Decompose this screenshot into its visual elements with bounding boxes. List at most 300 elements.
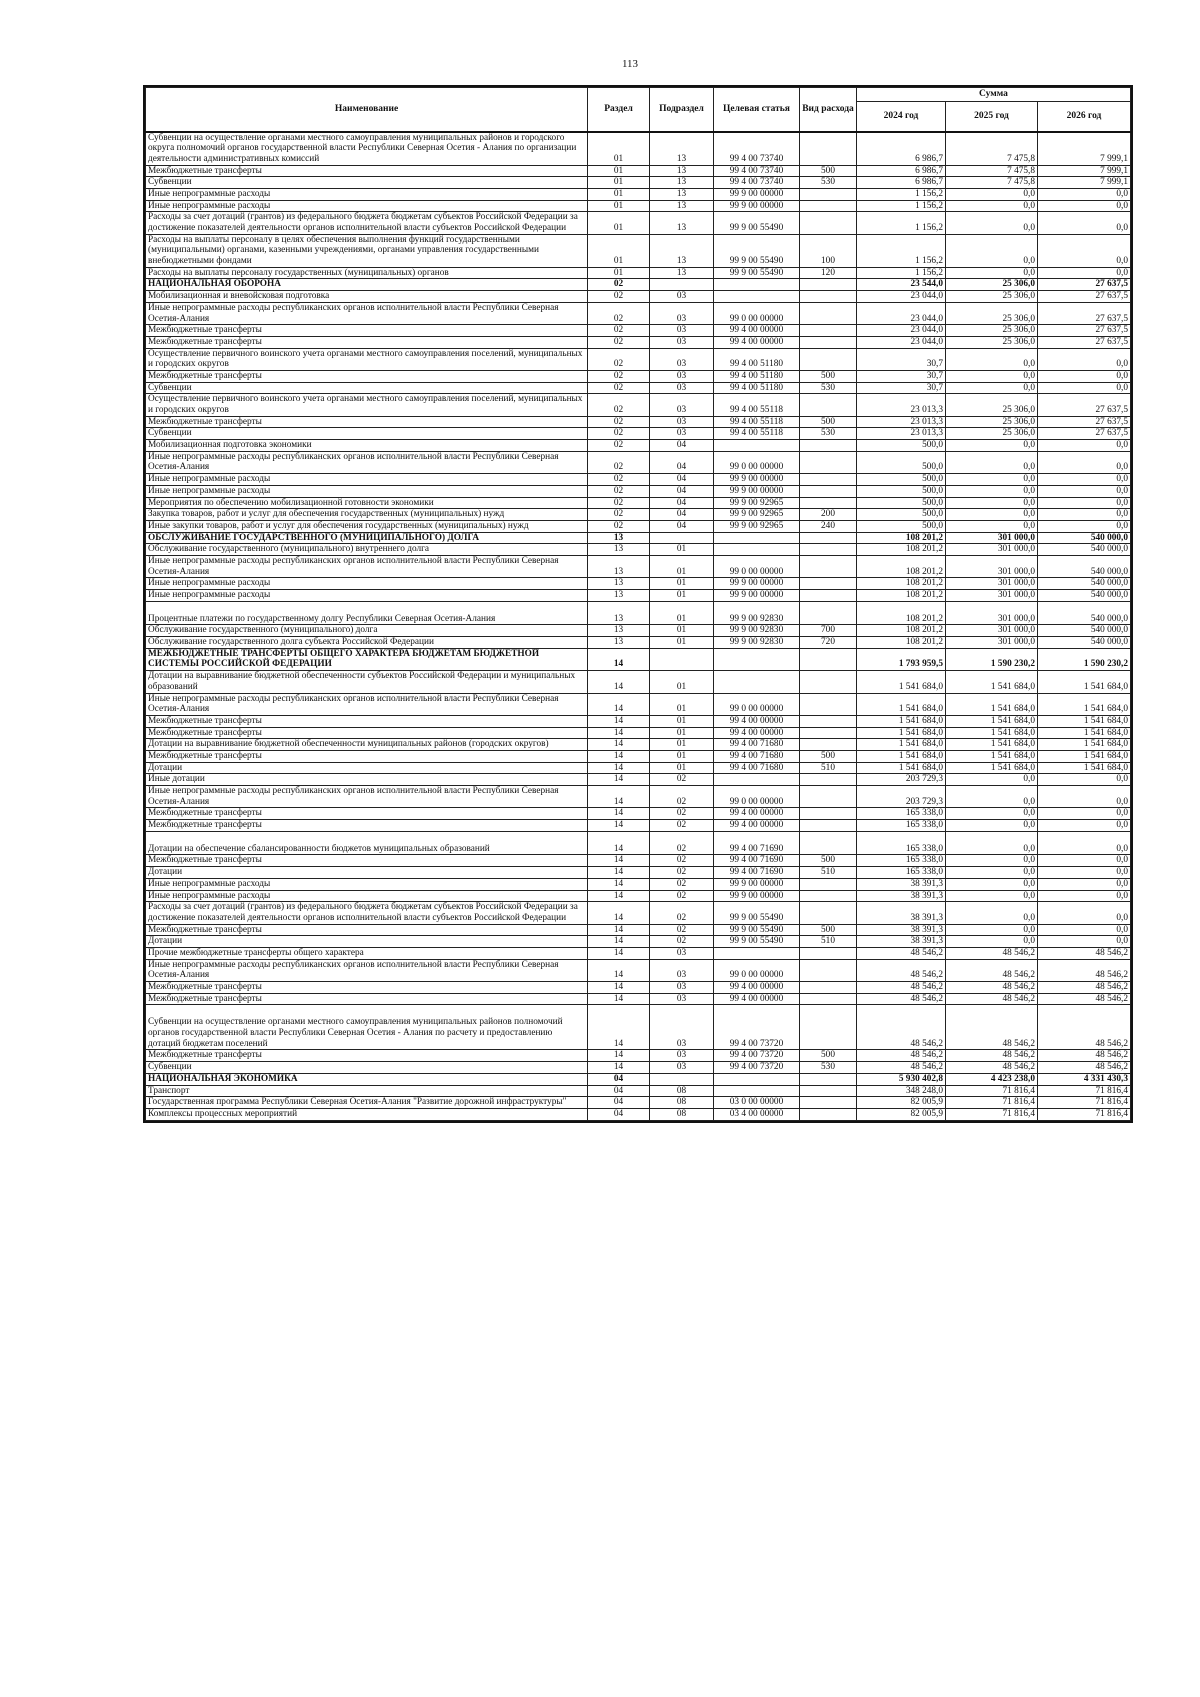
row-section: 13 xyxy=(588,544,650,556)
row-section: 14 xyxy=(588,786,650,808)
row-sum-2025: 0,0 xyxy=(946,890,1038,902)
row-sum-2025: 0,0 xyxy=(946,878,1038,890)
row-name: Межбюджетные трансферты xyxy=(146,993,588,1005)
row-subsection: 04 xyxy=(650,520,714,532)
row-sum-2026: 540 000,0 xyxy=(1038,601,1131,625)
row-sum-2026: 71 816,4 xyxy=(1038,1085,1131,1097)
table-body xyxy=(146,132,1131,1121)
table-row xyxy=(146,382,1131,394)
table-row xyxy=(146,993,1131,1005)
row-sum-2024: 23 013,3 xyxy=(857,428,946,440)
row-sum-2026: 27 637,5 xyxy=(1038,428,1131,440)
row-name: Комплексы процессных мероприятий xyxy=(146,1108,588,1120)
row-sum-2026: 4 331 430,3 xyxy=(1038,1073,1131,1085)
row-target xyxy=(714,1073,800,1085)
row-sum-2025: 1 541 684,0 xyxy=(946,727,1038,739)
row-section: 02 xyxy=(588,370,650,382)
row-sum-2025: 0,0 xyxy=(946,936,1038,948)
row-sum-2024: 1 541 684,0 xyxy=(857,693,946,715)
row-subsection: 04 xyxy=(650,440,714,452)
row-sum-2024: 30,7 xyxy=(857,370,946,382)
table-row xyxy=(146,808,1131,820)
row-name: Межбюджетные трансферты xyxy=(146,808,588,820)
row-sum-2025: 25 306,0 xyxy=(946,336,1038,348)
header-year-2024: 2024 год xyxy=(857,102,946,132)
row-target xyxy=(714,1085,800,1097)
table-row xyxy=(146,715,1131,727)
row-name: Осуществление первичного воинского учета органами местного самоуправления поселений, муниципальных и городских округов xyxy=(146,348,588,370)
row-sum-2026: 7 999,1 xyxy=(1038,177,1131,189)
row-sum-2025: 0,0 xyxy=(946,808,1038,820)
row-expense-type xyxy=(800,890,857,902)
row-sum-2024: 1 541 684,0 xyxy=(857,739,946,751)
row-expense-type xyxy=(800,831,857,855)
row-name: Субвенции на осуществление органами местного самоуправления муниципальных районов и городского округа полномочий органов государственной власти Республики Северная Осетия - Алания по организации деятельности административных комиссий xyxy=(146,132,588,166)
row-subsection: 03 xyxy=(650,336,714,348)
row-sum-2025: 0,0 xyxy=(946,451,1038,473)
row-expense-type xyxy=(800,774,857,786)
row-sum-2025: 48 546,2 xyxy=(946,982,1038,994)
row-sum-2025: 48 546,2 xyxy=(946,947,1038,959)
row-target: 99 4 00 00000 xyxy=(714,808,800,820)
row-sum-2026: 1 541 684,0 xyxy=(1038,739,1131,751)
row-sum-2025: 48 546,2 xyxy=(946,1005,1038,1050)
row-target: 99 4 00 00000 xyxy=(714,982,800,994)
row-sum-2024: 30,7 xyxy=(857,348,946,370)
row-target xyxy=(714,947,800,959)
row-expense-type xyxy=(800,532,857,544)
row-sum-2025: 0,0 xyxy=(946,786,1038,808)
row-expense-type xyxy=(800,1073,857,1085)
row-section: 13 xyxy=(588,637,650,649)
row-expense-type xyxy=(800,1005,857,1050)
row-sum-2025: 0,0 xyxy=(946,485,1038,497)
row-target: 99 4 00 51180 xyxy=(714,348,800,370)
row-name: Расходы на выплаты персоналу в целях обеспечения выполнения функций государственными (муниципальными) органами, казенными учреждениями, органами управления государственными внебюджетными фондами xyxy=(146,234,588,267)
row-name: НАЦИОНАЛЬНАЯ ЭКОНОМИКА xyxy=(146,1073,588,1085)
row-sum-2024: 82 005,9 xyxy=(857,1097,946,1109)
row-expense-type xyxy=(800,1097,857,1109)
row-section: 14 xyxy=(588,774,650,786)
table-row xyxy=(146,394,1131,416)
row-subsection: 08 xyxy=(650,1085,714,1097)
row-sum-2026: 48 546,2 xyxy=(1038,959,1131,981)
row-name: Закупка товаров, работ и услуг для обеспечения государственных (муниципальных) нужд xyxy=(146,509,588,521)
row-subsection: 02 xyxy=(650,924,714,936)
row-sum-2024: 500,0 xyxy=(857,440,946,452)
row-target xyxy=(714,440,800,452)
row-expense-type: 500 xyxy=(800,855,857,867)
row-sum-2024: 38 391,3 xyxy=(857,890,946,902)
row-expense-type: 100 xyxy=(800,234,857,267)
row-expense-type xyxy=(800,440,857,452)
row-expense-type xyxy=(800,336,857,348)
row-section: 14 xyxy=(588,902,650,924)
row-name: Дотации xyxy=(146,867,588,879)
row-expense-type: 500 xyxy=(800,924,857,936)
row-sum-2025: 71 816,4 xyxy=(946,1085,1038,1097)
table-row xyxy=(146,165,1131,177)
table-row xyxy=(146,890,1131,902)
row-sum-2025: 301 000,0 xyxy=(946,601,1038,625)
row-sum-2025: 25 306,0 xyxy=(946,428,1038,440)
table-row xyxy=(146,578,1131,590)
row-sum-2024: 23 544,0 xyxy=(857,279,946,291)
row-sum-2025: 1 541 684,0 xyxy=(946,671,1038,693)
row-subsection: 03 xyxy=(650,1050,714,1062)
table-row xyxy=(146,625,1131,637)
row-subsection: 13 xyxy=(650,267,714,279)
row-sum-2025: 48 546,2 xyxy=(946,959,1038,981)
row-name: Мобилизационная подготовка экономики xyxy=(146,440,588,452)
row-name: Иные непрограммные расходы республиканских органов исполнительной власти Республики Северная Осетия-Алания xyxy=(146,959,588,981)
row-target: 99 9 00 92965 xyxy=(714,497,800,509)
table-row xyxy=(146,1097,1131,1109)
row-section: 14 xyxy=(588,890,650,902)
row-expense-type xyxy=(800,212,857,234)
row-sum-2025: 1 541 684,0 xyxy=(946,693,1038,715)
row-target: 99 9 00 00000 xyxy=(714,200,800,212)
row-subsection: 01 xyxy=(650,555,714,577)
row-expense-type xyxy=(800,947,857,959)
row-name: Межбюджетные трансферты xyxy=(146,820,588,832)
row-subsection: 03 xyxy=(650,325,714,337)
row-sum-2026: 0,0 xyxy=(1038,485,1131,497)
row-sum-2024: 108 201,2 xyxy=(857,625,946,637)
row-expense-type xyxy=(800,132,857,166)
row-name: Межбюджетные трансферты xyxy=(146,336,588,348)
row-sum-2025: 25 306,0 xyxy=(946,394,1038,416)
table-row xyxy=(146,774,1131,786)
row-sum-2024: 165 338,0 xyxy=(857,855,946,867)
row-expense-type xyxy=(800,555,857,577)
row-sum-2024: 48 546,2 xyxy=(857,947,946,959)
table-row xyxy=(146,1085,1131,1097)
row-expense-type xyxy=(800,727,857,739)
row-expense-type: 510 xyxy=(800,867,857,879)
row-target: 99 4 00 73740 xyxy=(714,132,800,166)
row-subsection: 02 xyxy=(650,867,714,879)
row-expense-type: 530 xyxy=(800,428,857,440)
row-target: 99 4 00 71680 xyxy=(714,762,800,774)
row-subsection: 03 xyxy=(650,382,714,394)
row-section: 02 xyxy=(588,474,650,486)
row-section: 02 xyxy=(588,336,650,348)
row-sum-2024: 5 930 402,8 xyxy=(857,1073,946,1085)
row-subsection: 01 xyxy=(650,715,714,727)
budget-table xyxy=(145,87,1131,1121)
row-expense-type xyxy=(800,786,857,808)
row-expense-type: 530 xyxy=(800,177,857,189)
table-row xyxy=(146,590,1131,602)
row-name: Иные непрограммные расходы xyxy=(146,590,588,602)
row-name: Иные закупки товаров, работ и услуг для обеспечения государственных (муниципальных) нужд xyxy=(146,520,588,532)
row-sum-2024: 165 338,0 xyxy=(857,831,946,855)
row-subsection: 01 xyxy=(650,727,714,739)
row-name: Иные непрограммные расходы xyxy=(146,200,588,212)
row-sum-2026: 0,0 xyxy=(1038,855,1131,867)
row-subsection: 01 xyxy=(650,601,714,625)
table-row xyxy=(146,555,1131,577)
row-sum-2024: 23 013,3 xyxy=(857,394,946,416)
row-target: 99 4 00 00000 xyxy=(714,715,800,727)
row-sum-2024: 23 044,0 xyxy=(857,302,946,324)
table-row xyxy=(146,291,1131,303)
row-target: 99 9 00 00000 xyxy=(714,890,800,902)
row-name: НАЦИОНАЛЬНАЯ ОБОРОНА xyxy=(146,279,588,291)
table-row xyxy=(146,959,1131,981)
row-section: 14 xyxy=(588,1062,650,1074)
row-section: 14 xyxy=(588,959,650,981)
row-sum-2026: 71 816,4 xyxy=(1038,1108,1131,1120)
row-sum-2025: 1 590 230,2 xyxy=(946,648,1038,670)
row-sum-2025: 7 475,8 xyxy=(946,165,1038,177)
row-sum-2026: 7 999,1 xyxy=(1038,165,1131,177)
row-section: 14 xyxy=(588,648,650,670)
row-subsection: 04 xyxy=(650,497,714,509)
row-section: 01 xyxy=(588,212,650,234)
row-section: 04 xyxy=(588,1085,650,1097)
row-section: 14 xyxy=(588,947,650,959)
row-expense-type: 120 xyxy=(800,267,857,279)
table-row xyxy=(146,532,1131,544)
table-row xyxy=(146,200,1131,212)
row-name: Иные непрограммные расходы xyxy=(146,188,588,200)
row-sum-2026: 0,0 xyxy=(1038,831,1131,855)
row-target: 99 9 00 55490 xyxy=(714,924,800,936)
row-sum-2025: 71 816,4 xyxy=(946,1097,1038,1109)
row-section: 14 xyxy=(588,1050,650,1062)
table-row xyxy=(146,693,1131,715)
row-section: 14 xyxy=(588,671,650,693)
header-target: Целевая статья xyxy=(714,88,800,132)
row-subsection: 01 xyxy=(650,590,714,602)
row-name: Межбюджетные трансферты xyxy=(146,924,588,936)
row-sum-2026: 0,0 xyxy=(1038,509,1131,521)
table-row xyxy=(146,416,1131,428)
row-sum-2025: 0,0 xyxy=(946,188,1038,200)
row-section: 02 xyxy=(588,520,650,532)
row-section: 04 xyxy=(588,1097,650,1109)
row-subsection xyxy=(650,648,714,670)
row-target: 99 9 00 92830 xyxy=(714,601,800,625)
row-subsection: 01 xyxy=(650,693,714,715)
row-section: 02 xyxy=(588,325,650,337)
row-sum-2025: 25 306,0 xyxy=(946,291,1038,303)
row-subsection: 02 xyxy=(650,820,714,832)
row-expense-type: 720 xyxy=(800,637,857,649)
row-subsection: 02 xyxy=(650,831,714,855)
row-target: 99 9 00 00000 xyxy=(714,878,800,890)
row-section: 13 xyxy=(588,625,650,637)
table-row xyxy=(146,177,1131,189)
row-section: 02 xyxy=(588,394,650,416)
row-section: 14 xyxy=(588,750,650,762)
row-sum-2024: 1 156,2 xyxy=(857,188,946,200)
row-sum-2025: 1 541 684,0 xyxy=(946,739,1038,751)
row-sum-2025: 0,0 xyxy=(946,267,1038,279)
row-sum-2024: 1 541 684,0 xyxy=(857,727,946,739)
row-expense-type xyxy=(800,808,857,820)
row-name: ОБСЛУЖИВАНИЕ ГОСУДАРСТВЕННОГО (МУНИЦИПАЛЬНОГО) ДОЛГА xyxy=(146,532,588,544)
row-sum-2025: 25 306,0 xyxy=(946,416,1038,428)
row-target: 99 9 00 55490 xyxy=(714,212,800,234)
row-sum-2026: 0,0 xyxy=(1038,890,1131,902)
row-subsection: 13 xyxy=(650,200,714,212)
row-sum-2024: 1 793 959,5 xyxy=(857,648,946,670)
row-sum-2026: 1 541 684,0 xyxy=(1038,671,1131,693)
row-sum-2026: 0,0 xyxy=(1038,936,1131,948)
row-section: 14 xyxy=(588,808,650,820)
row-sum-2026: 27 637,5 xyxy=(1038,291,1131,303)
row-expense-type xyxy=(800,878,857,890)
table-row xyxy=(146,867,1131,879)
row-section: 13 xyxy=(588,590,650,602)
table-row xyxy=(146,601,1131,625)
row-sum-2025: 0,0 xyxy=(946,497,1038,509)
table-row xyxy=(146,336,1131,348)
row-expense-type: 510 xyxy=(800,762,857,774)
row-expense-type xyxy=(800,497,857,509)
row-sum-2024: 500,0 xyxy=(857,497,946,509)
row-sum-2025: 301 000,0 xyxy=(946,590,1038,602)
row-target: 99 4 00 73740 xyxy=(714,177,800,189)
row-sum-2024: 108 201,2 xyxy=(857,601,946,625)
row-name: Межбюджетные трансферты xyxy=(146,325,588,337)
row-sum-2024: 165 338,0 xyxy=(857,808,946,820)
row-expense-type: 500 xyxy=(800,165,857,177)
row-name: Обслуживание государственного (муниципального) внутреннего долга xyxy=(146,544,588,556)
row-name: Дотации на обеспечение сбалансированности бюджетов муниципальных образований xyxy=(146,831,588,855)
row-section: 14 xyxy=(588,878,650,890)
row-sum-2024: 23 013,3 xyxy=(857,416,946,428)
row-section: 04 xyxy=(588,1073,650,1085)
row-expense-type xyxy=(800,739,857,751)
row-sum-2024: 38 391,3 xyxy=(857,924,946,936)
table-row xyxy=(146,1108,1131,1120)
row-sum-2024: 1 156,2 xyxy=(857,200,946,212)
row-section: 13 xyxy=(588,578,650,590)
row-sum-2025: 301 000,0 xyxy=(946,555,1038,577)
row-target: 99 0 00 00000 xyxy=(714,786,800,808)
row-subsection: 02 xyxy=(650,808,714,820)
row-sum-2024: 108 201,2 xyxy=(857,590,946,602)
row-expense-type xyxy=(800,648,857,670)
row-section: 02 xyxy=(588,416,650,428)
row-target: 99 9 00 92965 xyxy=(714,509,800,521)
row-section: 01 xyxy=(588,177,650,189)
row-name: Межбюджетные трансферты xyxy=(146,416,588,428)
table-row xyxy=(146,348,1131,370)
row-target: 99 4 00 55118 xyxy=(714,416,800,428)
row-target: 99 4 00 73720 xyxy=(714,1062,800,1074)
table-row xyxy=(146,212,1131,234)
row-sum-2026: 0,0 xyxy=(1038,212,1131,234)
row-expense-type xyxy=(800,325,857,337)
row-expense-type: 530 xyxy=(800,1062,857,1074)
row-section: 14 xyxy=(588,993,650,1005)
row-target xyxy=(714,291,800,303)
row-sum-2024: 38 391,3 xyxy=(857,936,946,948)
row-name: Обслуживание государственного долга субъекта Российской Федерации xyxy=(146,637,588,649)
table-row xyxy=(146,924,1131,936)
row-name: Иные непрограммные расходы республиканских органов исполнительной власти Республики Северная Осетия-Алания xyxy=(146,693,588,715)
row-sum-2025: 0,0 xyxy=(946,820,1038,832)
row-sum-2026: 0,0 xyxy=(1038,808,1131,820)
row-subsection xyxy=(650,1073,714,1085)
row-subsection: 03 xyxy=(650,1062,714,1074)
row-section: 14 xyxy=(588,693,650,715)
row-sum-2026: 71 816,4 xyxy=(1038,1097,1131,1109)
row-expense-type xyxy=(800,959,857,981)
table-row xyxy=(146,878,1131,890)
row-subsection: 01 xyxy=(650,578,714,590)
row-sum-2024: 500,0 xyxy=(857,485,946,497)
table-row xyxy=(146,497,1131,509)
row-expense-type xyxy=(800,671,857,693)
row-sum-2025: 0,0 xyxy=(946,902,1038,924)
row-name: Прочие межбюджетные трансферты общего характера xyxy=(146,947,588,959)
row-target: 99 0 00 00000 xyxy=(714,693,800,715)
row-section: 14 xyxy=(588,831,650,855)
row-name: Иные непрограммные расходы республиканских органов исполнительной власти Республики Северная Осетия-Алания xyxy=(146,555,588,577)
row-sum-2026: 27 637,5 xyxy=(1038,279,1131,291)
row-target: 99 9 00 55490 xyxy=(714,234,800,267)
row-expense-type xyxy=(800,715,857,727)
row-sum-2025: 48 546,2 xyxy=(946,1062,1038,1074)
row-target: 03 4 00 00000 xyxy=(714,1108,800,1120)
row-section: 13 xyxy=(588,601,650,625)
row-expense-type: 500 xyxy=(800,416,857,428)
row-sum-2024: 1 156,2 xyxy=(857,234,946,267)
row-section: 14 xyxy=(588,715,650,727)
row-sum-2026: 1 541 684,0 xyxy=(1038,693,1131,715)
row-expense-type xyxy=(800,902,857,924)
row-sum-2025: 48 546,2 xyxy=(946,1050,1038,1062)
table-row xyxy=(146,1062,1131,1074)
row-section: 14 xyxy=(588,924,650,936)
row-subsection: 03 xyxy=(650,348,714,370)
row-sum-2024: 48 546,2 xyxy=(857,993,946,1005)
row-sum-2025: 0,0 xyxy=(946,855,1038,867)
row-sum-2025: 0,0 xyxy=(946,212,1038,234)
row-section: 01 xyxy=(588,267,650,279)
row-target: 99 0 00 00000 xyxy=(714,959,800,981)
row-section: 04 xyxy=(588,1108,650,1120)
row-sum-2026: 27 637,5 xyxy=(1038,302,1131,324)
row-subsection: 01 xyxy=(650,544,714,556)
table-row xyxy=(146,485,1131,497)
row-name: Иные непрограммные расходы xyxy=(146,878,588,890)
row-target: 99 4 00 00000 xyxy=(714,993,800,1005)
row-sum-2024: 500,0 xyxy=(857,451,946,473)
row-sum-2026: 0,0 xyxy=(1038,924,1131,936)
row-target: 99 0 00 00000 xyxy=(714,555,800,577)
row-sum-2026: 0,0 xyxy=(1038,451,1131,473)
row-sum-2025: 1 541 684,0 xyxy=(946,762,1038,774)
row-sum-2026: 1 541 684,0 xyxy=(1038,750,1131,762)
row-section: 14 xyxy=(588,855,650,867)
row-expense-type xyxy=(800,693,857,715)
row-sum-2024: 6 986,7 xyxy=(857,132,946,166)
row-subsection: 01 xyxy=(650,671,714,693)
row-name: Транспорт xyxy=(146,1085,588,1097)
row-section: 14 xyxy=(588,982,650,994)
row-sum-2024: 38 391,3 xyxy=(857,902,946,924)
row-sum-2026: 0,0 xyxy=(1038,497,1131,509)
row-target xyxy=(714,671,800,693)
row-sum-2025: 0,0 xyxy=(946,509,1038,521)
